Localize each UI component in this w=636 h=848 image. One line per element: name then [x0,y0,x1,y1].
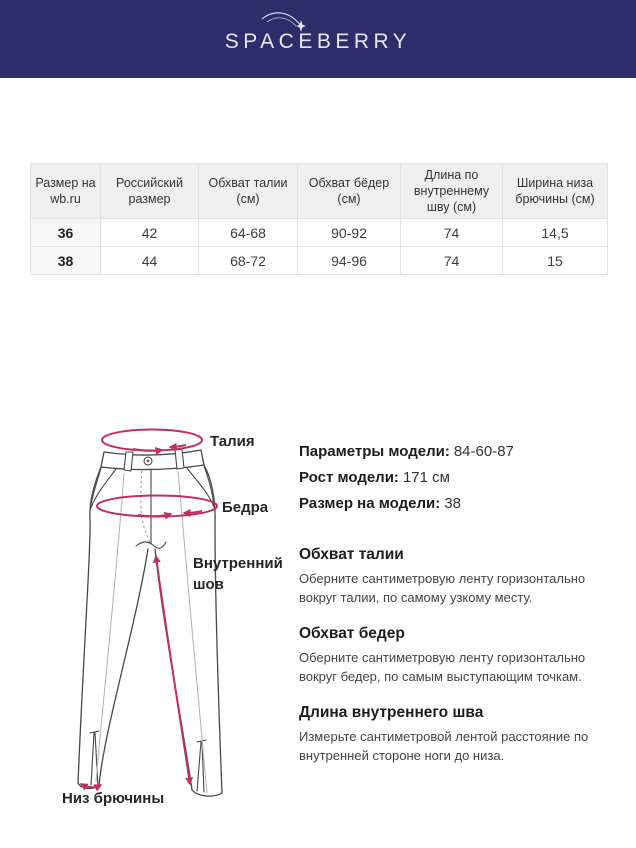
section-title: Длина внутреннего шва [299,704,484,721]
cell-inseam: 74 [401,219,503,247]
size-table-header-row [31,164,608,219]
section-inseam [299,702,611,765]
hips-label: Бедра [222,499,269,516]
brand-logo-text: SPACEBERRY [224,30,412,53]
section-title: Обхват бедер [299,625,405,642]
model-size-label: Размер на модели: [299,495,441,512]
section-title: Обхват талии [299,546,404,563]
size-table [30,163,608,275]
brand-header [0,0,636,78]
model-params-line [299,439,611,465]
details-column [299,439,611,765]
cell-hem-width: 14,5 [503,219,608,247]
model-size-line [299,491,611,517]
cell-wb-size: 36 [31,219,101,247]
cell-ru-size: 42 [101,219,199,247]
col-header-hem-width: Ширина низа брючины (см) [503,164,608,219]
col-header-wb-size: Размер на wb.ru [31,164,101,219]
section-waist [299,544,611,607]
hem-label: Низ брючины [62,790,165,807]
col-header-hips: Обхват бёдер (см) [298,164,401,219]
table-row-size-36 [31,219,608,247]
col-header-ru-size: Российский размер [101,164,199,219]
model-height-label: Рост модели: [299,469,399,486]
col-header-inseam: Длина по внутреннему шву (см) [401,164,503,219]
section-body: Оберните сантиметровую ленту горизонтально вокруг бедер, по самым выступающим точкам. [299,650,586,684]
table-row-size-38 [31,247,608,275]
section-body: Измерьте сантиметровой лентой расстояние по внутренней стороне ноги до низа. [299,729,589,763]
measurement-marks [81,430,217,788]
cell-hips: 90-92 [298,219,401,247]
section-body: Оберните сантиметровую ленту горизонтально вокруг талии, по самому узкому месту. [299,571,586,605]
model-height-value: 171 см [402,469,450,486]
model-height-line [299,465,611,491]
pants-drawing [50,416,295,816]
cell-hips: 94-96 [298,247,401,275]
cell-inseam: 74 [401,247,503,275]
cell-hem-width: 15 [503,247,608,275]
cell-wb-size: 38 [31,247,101,275]
model-params-label: Параметры модели: [299,443,450,460]
model-size-value: 38 [444,495,461,512]
model-params-value: 84-60-87 [453,443,514,460]
waist-label: Талия [210,433,255,450]
cell-waist: 68-72 [199,247,298,275]
pants-measurement-figure [0,416,320,836]
section-hips [299,623,611,686]
inner-seam-label: Внутренний шов [193,555,283,593]
cell-waist: 64-68 [199,219,298,247]
col-header-waist: Обхват талии (см) [199,164,298,219]
cell-ru-size: 44 [101,247,199,275]
